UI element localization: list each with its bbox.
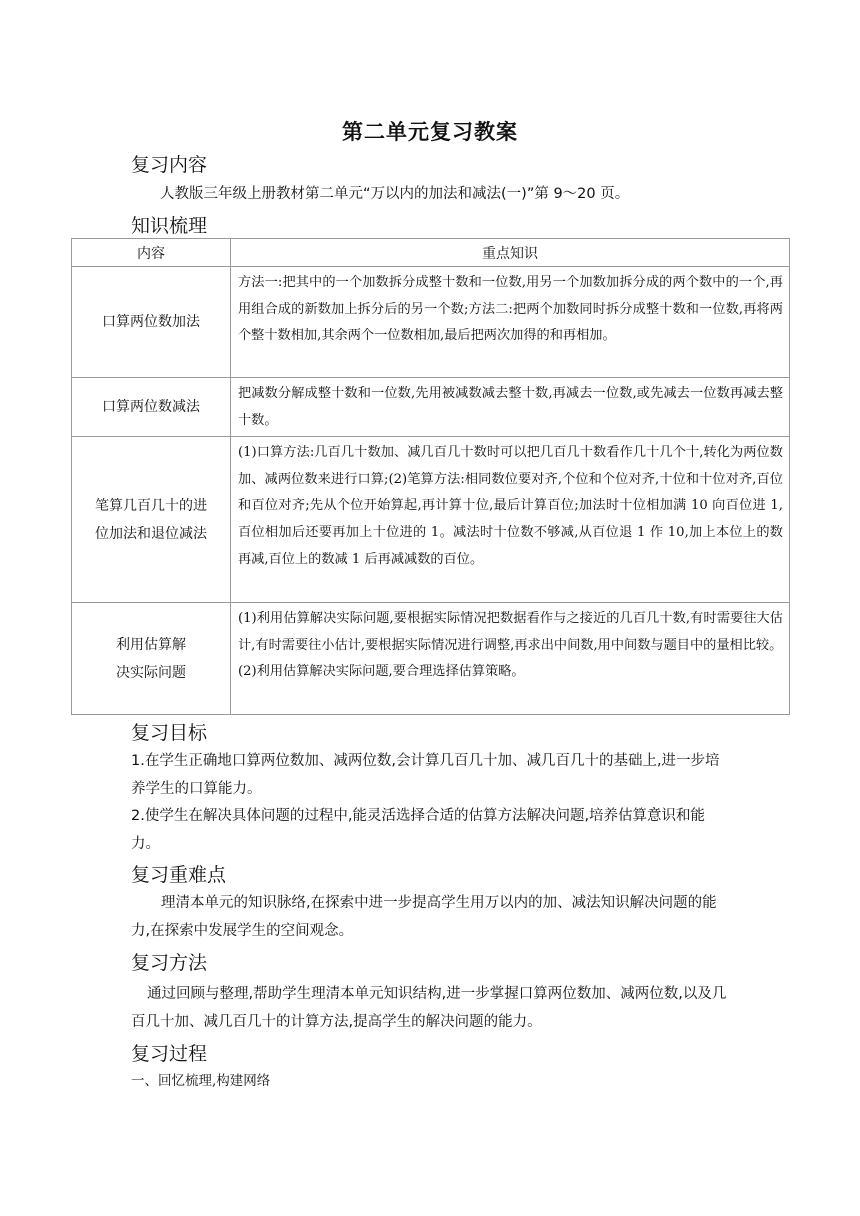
row-detail: 把减数分解成整十数和一位数,先用被减数减去整十数,再减去一位数,或先减去一位数再减去整十数。 — [231, 378, 790, 437]
heading-review-content: 复习内容 — [131, 154, 208, 176]
goal-item: 1.在学生正确地口算两位数加、减两位数,会计算几百几十加、减几百几十的基础上,进一步培养学生的口算能力。 — [131, 753, 720, 797]
knowledge-table — [71, 238, 790, 715]
table-header-key-knowledge: 重点知识 — [231, 239, 790, 267]
document-title: 第二单元复习教案 — [342, 120, 518, 144]
row-detail — [231, 603, 790, 715]
row-detail-paragraph: (1)利用估算解决实际问题,要根据实际情况把数据看作与之接近的几百几十数,有时需要往大估计,有时需要往小估计,要根据实际情况进行调整,再求出中间数,用中间数与题目中的量相比较。 — [238, 611, 783, 653]
difficulties-text: 理清本单元的知识脉络,在探索中进一步提高学生用万以内的加、减法知识解决问题的能力,在探索中发展学生的空间观念。 — [131, 895, 717, 939]
row-topic: 口算两位数加法 — [72, 267, 231, 378]
table-row — [72, 378, 790, 437]
row-topic-line: 利用估算解 — [116, 636, 186, 653]
table-row — [72, 437, 790, 603]
row-topic — [72, 437, 231, 603]
heading-goals: 复习目标 — [131, 722, 208, 744]
row-topic-line: 位加法和退位减法 — [95, 525, 207, 542]
row-topic: 口算两位数减法 — [72, 378, 231, 437]
review-content-text: 人教版三年级上册教材第二单元“万以内的加法和减法(一)”第 9～20 页。 — [160, 186, 630, 202]
heading-knowledge: 知识梳理 — [131, 215, 208, 237]
row-topic-line: 决实际问题 — [116, 664, 186, 681]
methods-text: 通过回顾与整理,帮助学生理清本单元知识结构,进一步掌握口算两位数加、减两位数,以及几百几十加、减几百几十的计算方法,提高学生的解决问题的能力。 — [131, 986, 727, 1030]
heading-process: 复习过程 — [131, 1043, 208, 1065]
goal-item: 2.使学生在解决具体问题的过程中,能灵活选择合适的估算方法解决问题,培养估算意识和能力。 — [131, 808, 706, 852]
row-topic — [72, 603, 231, 715]
row-topic-line: 笔算几百几十的进 — [95, 497, 207, 514]
process-step-1: 一、回忆梳理,构建网络 — [131, 1073, 271, 1089]
table-row — [72, 603, 790, 715]
row-detail: 方法一:把其中的一个加数拆分成整十数和一位数,用另一个加数加拆分成的两个数中的一个,再用组合成的新数加上拆分后的另一个数;方法二:把两个加数同时拆分成整十数和一位数,再将两个整十数相加,其余两个一位数相加,最后把两次加得的和再相加。 — [231, 267, 790, 378]
table-row — [72, 267, 790, 378]
heading-difficulties: 复习重难点 — [131, 864, 227, 886]
row-detail-paragraph: (2)利用估算解决实际问题,要合理选择估算策略。 — [238, 664, 525, 680]
row-detail: (1)口算方法:几百几十数加、减几百几十数时可以把几百几十数看作几十几个十,转化为两位数加、减两位数来进行口算;(2)笔算方法:相同数位要对齐,个位和个位对齐,十位和十位对齐,百位和百位对齐;先从个位开始算起,再计算十位,最后计算百位;加法时十位相加满 10 向百位进 1,百位相加后还要再加上十位进的 1。减法时十位数不够减,从百位退 1 作 10,加上本位上的数再减,百位上的数减 1 后再减减数的百位。 — [231, 437, 790, 603]
table-header-content: 内容 — [72, 239, 231, 267]
heading-methods: 复习方法 — [131, 952, 208, 974]
table-header-row — [72, 239, 790, 267]
